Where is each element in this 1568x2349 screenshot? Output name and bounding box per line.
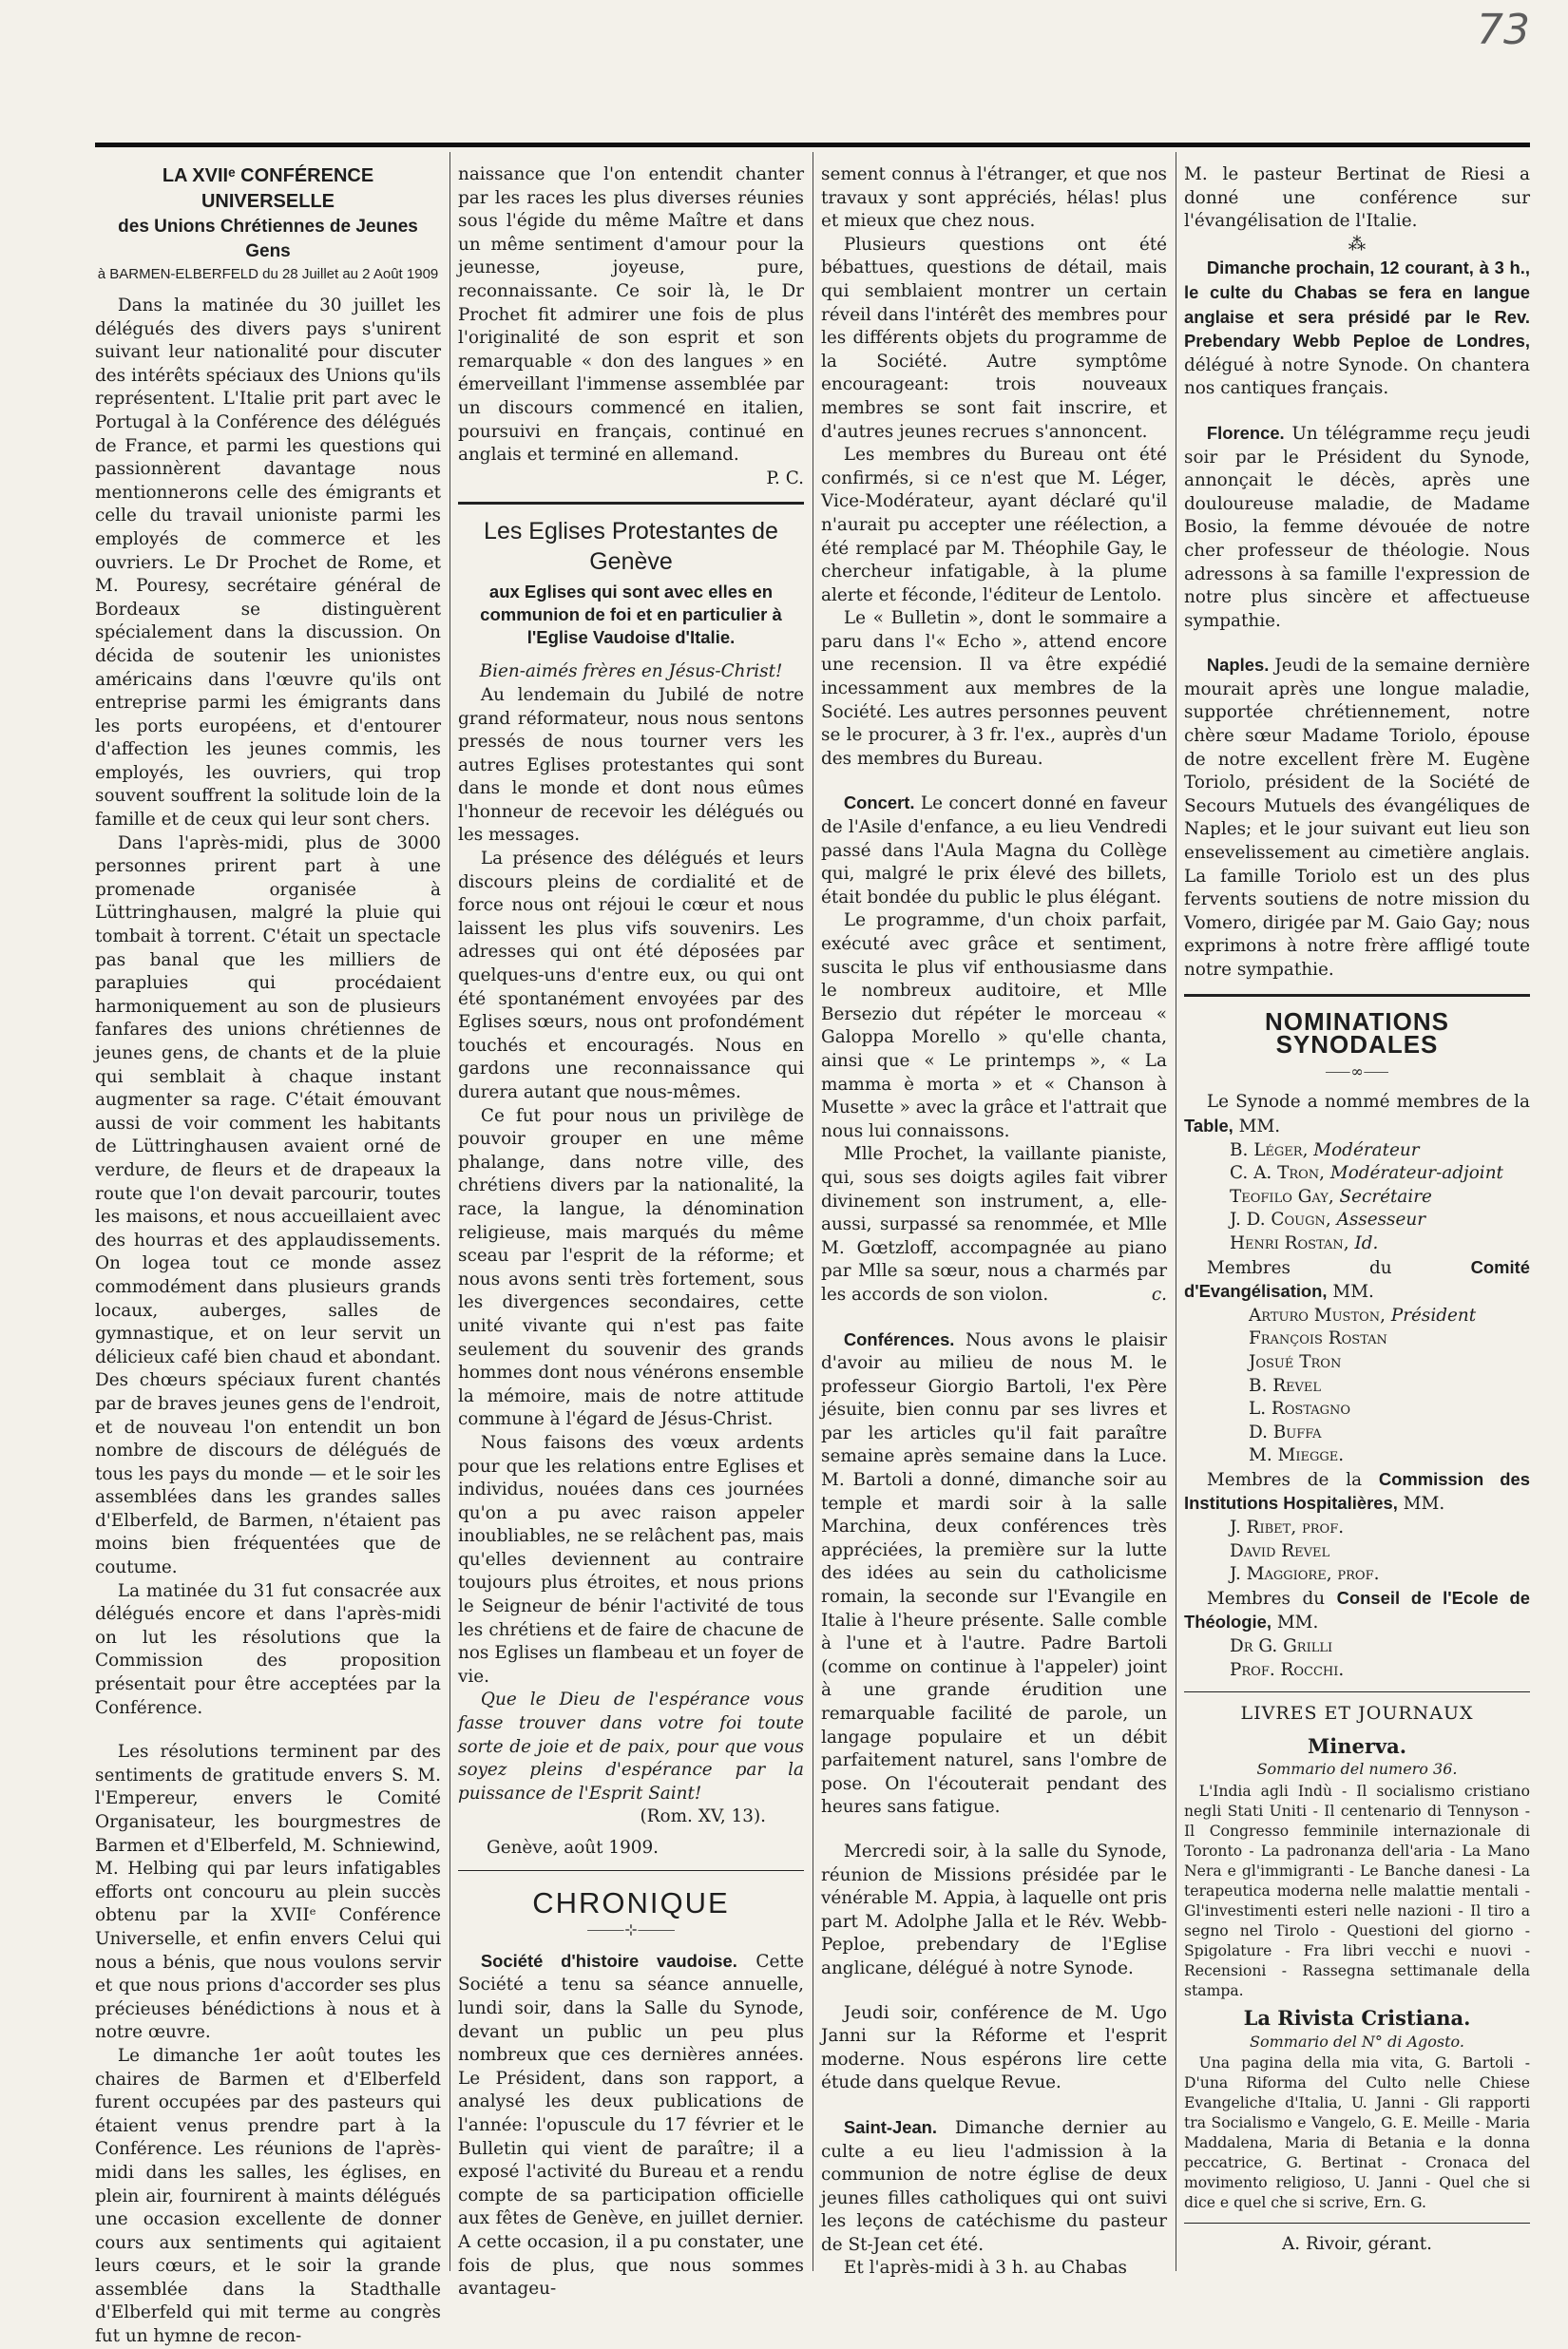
divider <box>1184 2223 1530 2224</box>
section-title: NOMINATIONS SYNODALES <box>1265 1006 1449 1060</box>
notice-bold: Dimanche prochain, 12 courant, à 3 h., le culte du Chabas se fera en langue anglaise et sera présidé par le Rev. Prebendary Webb Peploe de Londres, <box>1184 258 1530 352</box>
paragraph: Mlle Prochet, la vaillante pianiste, qui, sous ses doigts agiles fait vibrer divinement son instrument, a, elle-aussi, surpassé sa renommée, et Mlle M. Gœtzloff, accompagnée au piano par Mlle sa sœur, nous a charmés par les accords de son violon. c. <box>821 1143 1167 1307</box>
column-4 <box>1184 163 1530 2273</box>
paragraph: Florence. Un télégramme reçu jeudi soir par le Président du Synode, annonçait le décès, après une douloureuse maladie, de Madame Bosio, la femme dévouée de notre cher professeur de théologie. Nous adressons à sa famille l'expression de notre plus sincère et affectueuse sympathie. <box>1184 422 1530 631</box>
paragraph: La matinée du 31 fut consacrée aux délégués encore et dans l'après-midi on lut les résolutions que la Commission des proposition présentait pour être acceptées par la Conférence. <box>95 1580 441 1718</box>
letter-title: Les Eglises Protestantes de Genève <box>484 518 778 576</box>
letter-subtitle: aux Eglises qui sont avec elles en communion de foi et en particulier à l'Eglise Vaudoise d'Italie. <box>480 582 782 648</box>
signature: P. C. <box>766 468 804 488</box>
magazine-summary-label: Sommario del numero 36. <box>1256 1760 1458 1779</box>
member-name: B. Léger, <box>1230 1139 1309 1160</box>
member-line <box>1184 1305 1530 1328</box>
member-name: Teofilo Gay, <box>1230 1186 1334 1207</box>
member-name: L. Rostagno <box>1249 1399 1351 1420</box>
paragraph: Et l'après-midi à 3 h. au Chabas <box>843 2258 1127 2279</box>
ornament: ⸻⊹⸻ <box>586 1920 676 1939</box>
magazine-title: Minerva. <box>1307 1733 1407 1758</box>
paragraph: Nous faisons des vœux ardents pour que les relations entre Eglises et individus, nouées dans ces journées qu'on a pu avec raison appeler inoubliables, ne se relâchent pas, mais qu'elles deviennent au contraire toujours plus étroites, et nous prions le Seigneur de bénir l'activité de tous les chrétiens et de faire de chacune de nos Eglises un flambeau et un foyer de vie. <box>458 1432 804 1687</box>
paragraph: Dans la matinée du 30 juillet les délégués des divers pays s'unirent suivant leur nationalité pour discuter des intérêts spéciaux des Unions qu'ils représentent. L'Italie prit part avec le Portugal à la Conférence des délégués de France, et parmi les questions qui passionnèrent davantage nous mentionnerons celle des émigrants et celle du travail unioniste parmi les employés de commerce et les ouvriers. Le Dr Prochet de Rome, et M. Pouresy, secrétaire général de Bordeaux se distinguèrent spécialement dans la discussion. On décida de soutenir les unionistes américains dans l'œuvre qu'ils ont entreprise parmi les émigrants dans les ports européens, et d'entourer d'affection les jeunes commis, les employés, les ouvriers, qui trop souvent souffrent la solitude loin de la famille et de ceux qui leur sont chers. <box>95 296 441 831</box>
member-line <box>1184 1659 1530 1683</box>
ecole-members <box>1184 1635 1530 1682</box>
magazine-contents: L'India agli Indù - Il socialismo cristiano negli Stati Uniti - Il centenario di Tennyson - Il Congresso femminile internazionale di Toronto - La padronanza dell'aria - La Mano Nera e gl'immigranti - Le Banche danesi - La terapeutica moderna nelle malattie mentali - Gl'investimenti esteri nelle nazioni - Il tiro a segno nel Tirolo - Questioni del giorno - Spigolature - Fra libri vecchi e nuovi - Recensioni - Rassegna settimanale della stampa. <box>1184 1783 1530 1999</box>
member-role: Id. <box>1348 1232 1379 1253</box>
paragraph-heading: Société d'histoire vaudoise. <box>480 1950 737 1971</box>
paragraph: Membres du Comité d'Evangélisation, MM. <box>1184 1256 1530 1303</box>
member-role: Modérateur-adjoint <box>1325 1163 1503 1184</box>
divider <box>458 1870 804 1871</box>
section-title: CHRONIQUE <box>532 1885 730 1919</box>
member-line <box>1184 1375 1530 1399</box>
conference-title: LA XVIIᵉ CONFÉRENCE UNIVERSELLE <box>162 165 374 212</box>
member-role: Assesseur <box>1330 1210 1425 1231</box>
paragraph-heading: Saint-Jean. <box>843 2116 938 2137</box>
paragraph: Mercredi soir, à la salle du Synode, réunion de Missions présidée par le vénérable M. Appia, à laquelle ont pris part M. Adolphe Jalla et le Rév. Webb-Peploe, prebendary de l'Eglise anglicane, délégué à notre Synode. <box>821 1841 1167 1978</box>
paragraph: Au lendemain du Jubilé de notre grand réformateur, nous nous sentons pressés de nous tourner vers les autres Eglises protestantes qui sont dans le monde et dont nous eûmes l'honneur de recevoir les délégués ou les messages. <box>458 684 804 846</box>
magazine-title: La Rivista Cristiana. <box>1243 2006 1471 2030</box>
member-line <box>1184 1444 1530 1468</box>
paragraph: Le Synode a nommé membres de la Table, MM. <box>1184 1092 1530 1136</box>
member-name: Josué Tron <box>1249 1351 1342 1372</box>
paragraph: Société d'histoire vaudoise. Cette Société a tenu sa séance annuelle, lundi soir, dans la Salle du Synode, devant un public un peu plus nombreux que ces dernières années. Le Président, dans son rapport, a analysé les deux publications de l'année: l'opuscule du 17 février et le Bulletin qui vient de paraître; il a exposé l'activité du Bureau et a rendu compte de sa participation officielle aux fêtes de Genève, en juillet dernier. A cette occasion, il a pu constater, une fois de plus, que nous sommes avantageu- <box>458 1950 804 2300</box>
member-line <box>1184 1139 1530 1163</box>
paragraph: Que le Dieu de l'espérance vous fasse trouver dans votre foi toute sorte de joie et de paix, pour que vous soyez pleins d'espérance par la puissance de l'Esprit Saint! <box>458 1690 804 1804</box>
paragraph: Ce fut pour nous un privilège de pouvoir grouper en une même phalange, dans notre ville, des chrétiens divers par la nationalité, la race, la langue, la dénomination religieuse, mais marqués du même sceau par l'esprit de la réforme; et nous avons senti très fortement, sous les divergences secondaires, cette unité vivante qui n'est pas faite seulement du souvenir des grands hommes dont nous vénérons ensemble la mémoire, mais de notre attitude commune à l'égard de Jésus-Christ. <box>458 1105 804 1430</box>
member-role: Secrétaire <box>1333 1186 1432 1207</box>
member-name: Henri Rostan, <box>1230 1232 1349 1253</box>
paragraph: Jeudi soir, conférence de M. Ugo Janni sur la Réforme et l'esprit moderne. Nous espérons lire cette étude dans quelque Revue. <box>821 2002 1167 2093</box>
member-name: François Rostan <box>1249 1328 1387 1349</box>
member-name: J. D. Cougn, <box>1230 1210 1331 1231</box>
comite-members <box>1184 1305 1530 1468</box>
section-title: LIVRES ET JOURNAUX <box>1240 1703 1474 1725</box>
member-name: David Revel <box>1230 1540 1330 1561</box>
member-line <box>1184 1422 1530 1445</box>
member-line <box>1184 1563 1530 1587</box>
dateline: Genève, août 1909. <box>487 1838 660 1858</box>
paragraph: Le programme, d'un choix parfait, exécuté avec grâce et sentiment, suscita le plus vif enthousiasme dans le nombreux auditoire, et Mlle Bersezio dut répéter le morceau « Galoppa Morello » qu'elle chanta, ainsi que « Le printemps », « La mamma è morta » et « Chanson à Musette » avec la grâce et l'attrait que nous lui connaissons. <box>821 910 1167 1141</box>
paragraph-heading: Naples. <box>1206 655 1270 676</box>
member-line <box>1184 1635 1530 1659</box>
member-name: C. A. Tron, <box>1230 1163 1326 1184</box>
member-line <box>1184 1186 1530 1210</box>
paragraph-heading: Florence. <box>1206 422 1285 443</box>
member-line <box>1184 1398 1530 1422</box>
paragraph: M. le pasteur Bertinat de Riesi a donné une conférence sur l'évangélisation de l'Italie. <box>1184 164 1530 232</box>
salutation: Bien-aimés frères en Jésus-Christ! <box>479 661 783 682</box>
paragraph: Le « Bulletin », dont le sommaire a paru dans l'« Echo », attend encore une recension. Il va être expédié incessamment aux membres de la Société. Les autres personnes peuvent se le procurer, à 3 fr. l'ex., auprès d'un des membres du Bureau. <box>821 608 1167 769</box>
member-line <box>1184 1327 1530 1351</box>
page-number: 73 <box>1477 6 1530 54</box>
paragraph: Plusieurs questions ont été bébattues, questions de détail, mais qui semblaient montrer un certain réveil dans l'intérêt des membres pour les différents objets du programme de la Société. Autre symptôme encourageant: trois nouveaux membres se sont fait inscrire, et d'autres jeunes recrues s'annoncent. <box>821 234 1167 442</box>
paragraph: Concert. Le concert donné en faveur de l'Asile d'enfance, a eu lieu Vendredi passé dans l'Aula Magna du Collège qui, malgré le prix élevé des billets, était bondée du public le plus élégant. <box>821 793 1167 907</box>
member-line <box>1184 1517 1530 1540</box>
member-name: J. Maggiore, prof. <box>1230 1564 1380 1585</box>
asterism: ⁂ <box>1348 234 1367 255</box>
member-line <box>1184 1351 1530 1375</box>
paragraph: Membres du Conseil de l'Ecole de Théologie, MM. <box>1184 1587 1530 1633</box>
paragraph: Les résolutions terminent par des sentiments de gratitude envers S. M. l'Empereur, envers le Comité Organisateur, les bourgmestres de Barmen et d'Elberfeld, M. Schniewind, M. Helbing qui par leurs infatigables efforts ont concouru au plein succès obtenu par la XVIIᵉ Conférence Universelle, et enfin envers Celui qui nous a bénis, que nous voulons servir et que nous prions d'accorder ses plus précieuses bénédictions à nous et à notre œuvre. <box>95 1742 441 2043</box>
paragraph: Le dimanche 1er août toutes les chaires de Barmen et d'Elberfeld furent occupées par des pasteurs qui étaient venus prendre part à la Conférence. Les réunions de l'après-midi dans les salles, les églises, en plein air, fournirent à maints délégués une occasion excellente de donner cours aux sentiments qui agitaient leurs cœurs, et le soir la grande assemblée dans la Stadthalle d'Elberfeld qui mit terme au congrès fut un hymne de recon- <box>95 2045 441 2347</box>
paragraph: Naples. Jeudi de la semaine dernière mourait après une longue maladie, supportée chrétiennement, notre chère sœur Madame Toriolo, épouse de notre excellent frère M. Eugène Toriolo, président de la Société de Secours Mutuels des évangéliques de Naples; et le jour suivant eut lieu son ensevelissement au cimetière anglais. La famille Toriolo est un des plus fervents soutiens de notre mission du Vomero, dirigée par M. Gaio Gay; nous exprimons à notre frère affligé toute notre sympathie. <box>1184 655 1530 980</box>
table-members <box>1184 1139 1530 1256</box>
member-name: J. Ribet, prof. <box>1230 1518 1345 1538</box>
column-2 <box>458 163 804 2300</box>
paragraph: Dimanche prochain, 12 courant, à 3 h., le culte du Chabas se fera en langue anglaise et sera présidé par le Rev. Prebendary Webb Peploe de Londres, délégué à notre Synode. On chantera nos cantiques français. <box>1184 258 1530 399</box>
paragraph-heading: Concert. <box>843 793 915 813</box>
paragraph: sement connus à l'étranger, et que nos travaux y sont appréciés, hélas! plus et mieux que chez nous. <box>821 164 1167 232</box>
paragraph: Les membres du Bureau ont été confirmés, si ce n'est que M. Léger, Vice-Modérateur, ayant déclaré qu'il n'aurait pu accepter une réélection, a été remplacé par M. Théophile Gay, le chercheur infatigable, à la plume alerte et féconde, l'éditeur de Lentolo. <box>821 445 1167 605</box>
member-line <box>1184 1232 1530 1256</box>
member-role: Président <box>1386 1305 1477 1326</box>
commission-members <box>1184 1517 1530 1587</box>
member-name: Arturo Muston, <box>1249 1305 1386 1326</box>
signature: c. <box>1151 1284 1167 1305</box>
member-name: D. Buffa <box>1249 1422 1322 1442</box>
divider <box>1184 1691 1530 1692</box>
magazine-summary-label: Sommario del N° di Agosto. <box>1250 2032 1464 2051</box>
magazine-contents: Una pagina della mia vita, G. Bartoli - D'una Riforma del Culto nelle Chiese Evangeliche d'Italia, U. Janni - Gli rapporti tra Socialismo e Vangelo, G. E. Meille - Maria Maddalena, Maria di Betania e la donna peccatrice, G. Bertinat - Cronaca del movimento religioso, U. Janni - Quel che si dice e quel che si scrive, Ern. G. <box>1184 2054 1530 2212</box>
conference-dateline: à BARMEN-ELBERFELD du 28 Juillet au 2 Août 1909 <box>97 266 439 282</box>
divider <box>458 502 804 505</box>
member-line <box>1184 1540 1530 1564</box>
paragraph: Membres de la Commission des Institutions Hospitalières, MM. <box>1184 1468 1530 1515</box>
divider <box>1184 994 1530 997</box>
ornament: ⸺∞⸺ <box>1325 1061 1389 1080</box>
column-1 <box>95 163 441 2347</box>
paragraph: La présence des délégués et leurs discours pleins de cordialité et de force nous ont réjoui le cœur et nous laissent les plus vifs souvenirs. Les adresses qui ont été déposées par quelques-uns d'entre eux, ou qui ont été spontanément envoyées par des Eglises sœurs, nous ont profondément touchés et encouragés. Nous en gardons une reconnaissance qui durera autant que nous-mêmes. <box>458 849 804 1102</box>
column-3 <box>821 163 1167 2279</box>
member-line <box>1184 1162 1530 1186</box>
member-line <box>1184 1209 1530 1232</box>
paragraph-heading: Conférences. <box>843 1328 955 1349</box>
gerant-signature: A. Rivoir, gérant. <box>1282 2234 1432 2255</box>
paragraph: naissance que l'on entendit chanter par les races les plus diverses réunies sous l'égide du même Maître et dans un même sentiment d'amour pour la jeunesse, joyeuse, pure, reconnaissante. Ce soir là, le Dr Prochet fit admirer une fois de plus l'originalité de son esprit et son remarquable « don des langues » en émerveillant l'immense assemblée par un discours commencé en italien, poursuivi en français, continué en anglais et terminé en allemand. <box>458 164 804 466</box>
member-name: M. Miegge. <box>1249 1445 1345 1466</box>
paragraph: Saint-Jean. Dimanche dernier au culte a eu lieu l'admission à la communion de notre église de deux jeunes filles catholiques qui ont suivi les leçons de catéchisme du pasteur de St-Jean cet été. <box>821 2116 1167 2255</box>
paragraph: Dans l'après-midi, plus de 3000 personnes prirent part à une promenade organisée à Lüttringhausen, malgré la pluie qui tombait à torrent. C'était un spectacle pas banal que les milliers de parapluies qui procédaient harmoniquement au son de plusieurs fanfares des unions chrétiennes de jeunes gens, de chants et de la pluie qui semblait à chaque instant augmenter sa rage. C'était émouvant aussi de voir comment les habitants de Lüttringhausen avaient orné de verdure, de fleurs et de drapeaux la route que l'on devait parcourir, toutes les maisons, et nous accueillaient avec des hourras et des applaudissements. On logea tout ce monde assez commodément dans plusieurs grands locaux, auberges, salles de gymnastique, et on leur servit un délicieux café bien chaud et abondant. Des chœurs spéciaux furent chantés par de braves jeunes gens de l'endroit, et de nouveau l'on entendit un bon nombre de discours de délégués de tous les pays du monde — et le soir les assemblées dans les grandes salles d'Elberfeld, de Barmen, n'étaient pas moins bien fréquentées que de coutume. <box>95 832 441 1578</box>
bible-reference: (Rom. XV, 13). <box>640 1806 766 1827</box>
paragraph: Conférences. Nous avons le plaisir d'avoir au milieu de nous M. le professeur Giorgio Bartoli, l'ex Père jésuite, bien connu par ses livres et par les articles qu'il fait paraître semaine après semaine dans la Luce. M. Bartoli a donné, dimanche soir au temple et mardi soir à la salle Marchina, deux conférences très appréciées, la première sur la lutte des idées au sein du catholicisme romain, la seconde sur l'Evangile en Italie à l'heure présente. Salle comble à l'une et à l'autre. Padre Bartoli (comme on continue à l'appeler) joint à une grande érudition une remarquable facilité de parole, un langage populaire et un débit parfaitement naturel, sans l'ombre de pose. On l'écouterait pendant des heures sans fatigue. <box>821 1328 1167 1818</box>
conference-subtitle: des Unions Chrétiennes de Jeunes Gens <box>118 217 418 261</box>
newspaper-page <box>95 163 1530 2347</box>
member-name: Dr G. Grilli <box>1230 1636 1333 1657</box>
top-rule <box>95 143 1530 147</box>
member-role: Modérateur <box>1308 1139 1420 1160</box>
member-name: Prof. Rocchi. <box>1230 1659 1345 1680</box>
member-name: B. Revel <box>1249 1375 1322 1396</box>
